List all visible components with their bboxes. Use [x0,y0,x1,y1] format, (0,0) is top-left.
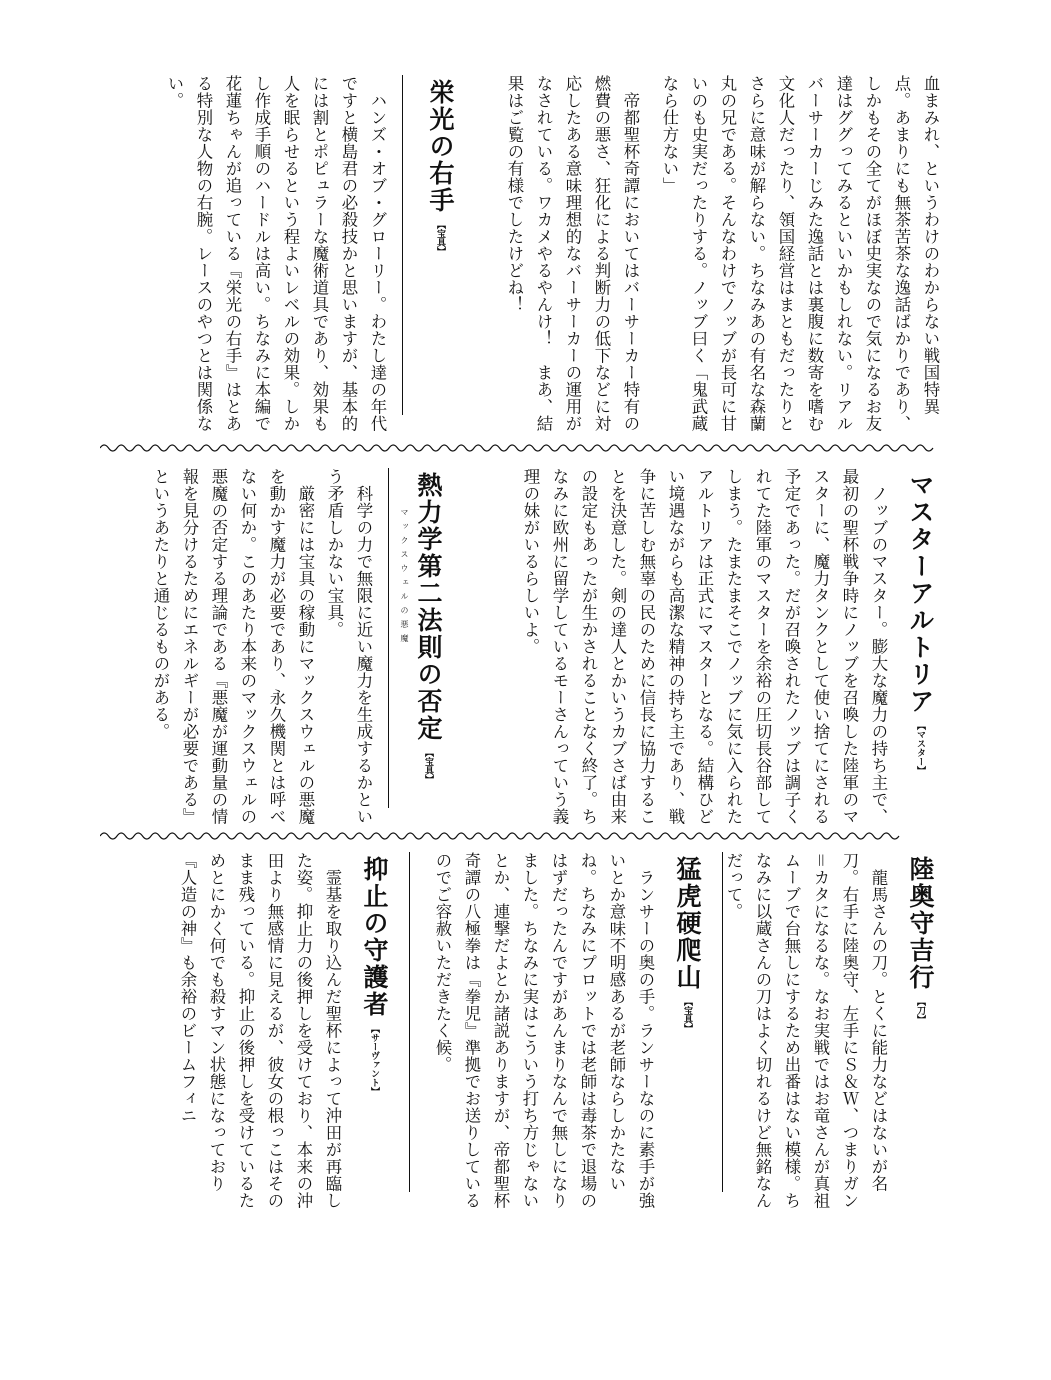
heading-thermodynamics-ruby: マックスウェルの悪魔 [400,508,409,648]
heading-counter-guardian-tag: 【サーヴァント】 [369,1024,379,1096]
paragraph-berserker-operation: 帝都聖杯奇譚においてはバーサーカー特有の燃費の悪さ、狂化による判断力の低下などに対応したある意味理想的なバーサーカーの運用がなされている。ワカメやるやんけ！ まあ、結果はご覧の有様でしたけどね！ [505,75,640,432]
heading-glory-right-hand-title: 栄光の右手 [426,79,455,214]
vertical-divider [402,75,403,415]
heading-thermodynamics-title: 熱力学第二法則の否定 [414,472,443,742]
heading-master-altria [901,468,939,775]
heading-counter-guardian-title: 抑止の守護者 [360,856,389,1018]
heading-glory-right-hand-tag: 【宝具】 [435,220,445,256]
heading-thermodynamics [409,468,447,784]
heading-master-altria-title: マスターアルトリア [906,472,935,715]
paragraph-hand-of-glory: ハンズ・オブ・グローリー。わたし達の年代ですと横島君の必殺技かと思いますが、基本的には割とポピュラーな魔術道具であり、効果も人を眠らせるという程よいレベルの効果。しかし作成手順のハードルは高い。ちなみに本編で花蓮ちゃんが追っている『栄光の右手』はとある特別な人物の右腕。レースのやつとは関係ない。 [165,75,387,432]
heading-counter-guardian [355,852,393,1096]
heading-glory-right-hand [421,75,459,256]
wavy-divider [100,442,950,454]
heading-moukokouhazan-tag: 【宝具】 [682,997,692,1033]
heading-moukokouhazan-title: 猛虎硬爬山 [673,856,702,991]
paragraph-counter-guardian: 霊基を取り込んだ聖杯によって沖田が再臨した姿。抑止力の後押しを受けており、本来の沖田より無感情に見えるが、彼女の根っこはそのまま残っている。抑止の後押しを受けているためとにかく何でも殺すマン状態になっており『人造の神』も余裕のビームフィニ [178,852,342,1209]
paragraph-mutsunokami: 龍馬さんの刀。とくに能力などはないが名刀。右手に陸奥守、左手にＳ＆Ｗ、つまりガン＝カタになるな。なお実戦ではお竜さんが真祖ムーブで台無しにするため出番はない模様。ちなみに以蔵さんの刀はよく切れるけど無銘なんだって。 [724,852,888,1209]
paragraph-nagayoshi-anecdotes: 血まみれ、というわけのわからない戦国特異点。あまりにも無茶苦茶な逸話ばかりであり、しかもその全てがほぼ史実なので気になるお友達はググってみるといいかもしれない。リアルバーサーカーじみた逸話とは裏腹に数寄を嗜む文化人だったり、領国経営はまともだったりとさらに意味が解らない。ちなみあの有名な森蘭丸の兄である。そんなわけでノッブが長可に甘いのも史実だったりする。ノッブ曰く「鬼武蔵なら仕方ない」 [660,75,940,432]
section-middle [95,468,945,828]
heading-master-altria-tag: 【マスター】 [915,721,925,775]
paragraph-moukokouhazan: ランサーの奥の手。ランサーなのに素手が強いとか意味不明感あるが老師ならしかたないね。ちなみにプロットでは老師は毒茶で退場のはずだったんですがあんまりなんで無しになりました。ちなみに実はこういう打ち方じゃないとか、連撃だよとか諸説ありますが、帝都聖杯奇譚の八極拳は『拳児』準拠でお送りしているのでご容赦いただきたく候。 [433,852,655,1209]
paragraph-maxwell-demon: 科学の力で無限に近い魔力を生成するかという矛盾しかない宝具。 厳密には宝具の稼動にマックスウェルの悪魔を動かす魔力が必要であり、永久機関とは呼べない何か。このあたり本来のマックスウェルの悪魔の否定する理論である『悪魔が運動量の情報を見分けるためにエネルギーが必要である』というあたりと通じるものがある。 [151,468,373,825]
heading-mutsunokami [901,852,939,1024]
section-bottom [95,852,945,1224]
heading-mutsunokami-tag: 【刀】 [915,997,925,1024]
section-top [95,75,945,435]
heading-thermodynamics-tag: 【宝具】 [423,748,433,784]
heading-moukokouhazan [668,852,706,1033]
paragraph-master-altria: ノッブのマスター。膨大な魔力の持ち主で、最初の聖杯戦争時にノッブを召喚した陸軍のマスターに、魔力タンクとして使い捨てにされる予定であった。だが召喚されたノッブは調子くれてた陸軍のマスターを余裕の圧切長谷部してしまう。たまたまそこでノッブに気に入られたアルトリアは正式にマスターとなる。結構ひどい境遇ながらも高潔な精神の持ち主であり、戦争に苦しむ無辜の民のために信長に協力することを決意した。剣の達人とかいうカブさば由来の設定もあったが生かされることなく終了。ちなみに欧州に留学しているモーさんっていう義理の妹がいるらしいよ。 [521,468,888,825]
vertical-divider [388,468,389,808]
wavy-divider [100,830,950,842]
vertical-divider [409,852,410,1192]
heading-mutsunokami-title: 陸奥守吉行 [906,856,935,991]
